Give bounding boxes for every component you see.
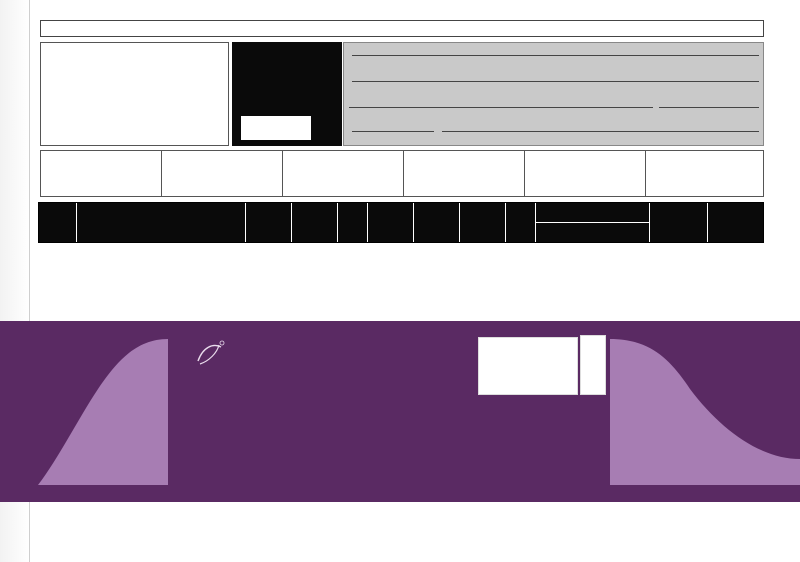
title-box (232, 42, 342, 146)
table-header (38, 202, 764, 243)
field-miejsce[interactable] (349, 81, 759, 84)
grid-decoration-left (38, 339, 168, 485)
col-potw-odbioru (536, 203, 649, 223)
field-wzrost[interactable] (41, 151, 162, 196)
col-symbol (39, 203, 77, 242)
alphabet-index-row (40, 20, 764, 37)
col-data-pobrania (414, 203, 460, 242)
pan-line (352, 55, 759, 56)
nr-ewid-line (659, 107, 759, 108)
field-pan[interactable] (349, 55, 759, 58)
address-line-2 (349, 107, 653, 108)
col-przydatnosc (246, 203, 292, 242)
publisher-logo (195, 339, 385, 401)
number-field[interactable] (241, 116, 311, 140)
data-rozp-line (352, 131, 434, 132)
photo-box (40, 42, 229, 146)
col-nazwa (77, 203, 246, 242)
barcode (478, 337, 578, 395)
col-potwierdzenia (536, 203, 650, 242)
col-data-zakonczenia (460, 203, 506, 242)
body-measurements-row (40, 150, 764, 197)
field-nr-ewidencyjny[interactable] (349, 107, 759, 110)
field-obwod-glowy[interactable] (525, 151, 646, 196)
field-obwod-klatki[interactable] (162, 151, 283, 196)
col-uwagi (708, 203, 763, 242)
barcode-bars (483, 341, 575, 383)
field-data-rozpoczecia[interactable] (349, 131, 759, 134)
col-nr-dow (368, 203, 414, 242)
publisher-emblem-icon (195, 339, 225, 369)
equipment-table (38, 202, 764, 243)
cover-banner (0, 321, 800, 502)
field-obwod-bioder[interactable] (404, 151, 525, 196)
col-okres (292, 203, 338, 242)
col-nr-prot (650, 203, 708, 242)
type-label-strip (580, 335, 606, 395)
miejsce-line (352, 81, 759, 82)
grid-decoration-right (610, 339, 800, 485)
col-potw-zdania (536, 223, 649, 242)
field-obwod-pasa[interactable] (283, 151, 404, 196)
person-details-panel (343, 42, 764, 146)
number-row (237, 116, 311, 140)
charakter-line (442, 131, 759, 132)
col-jm (338, 203, 368, 242)
field-dlugosc-stopy[interactable] (646, 151, 763, 196)
col-ilosc (506, 203, 536, 242)
